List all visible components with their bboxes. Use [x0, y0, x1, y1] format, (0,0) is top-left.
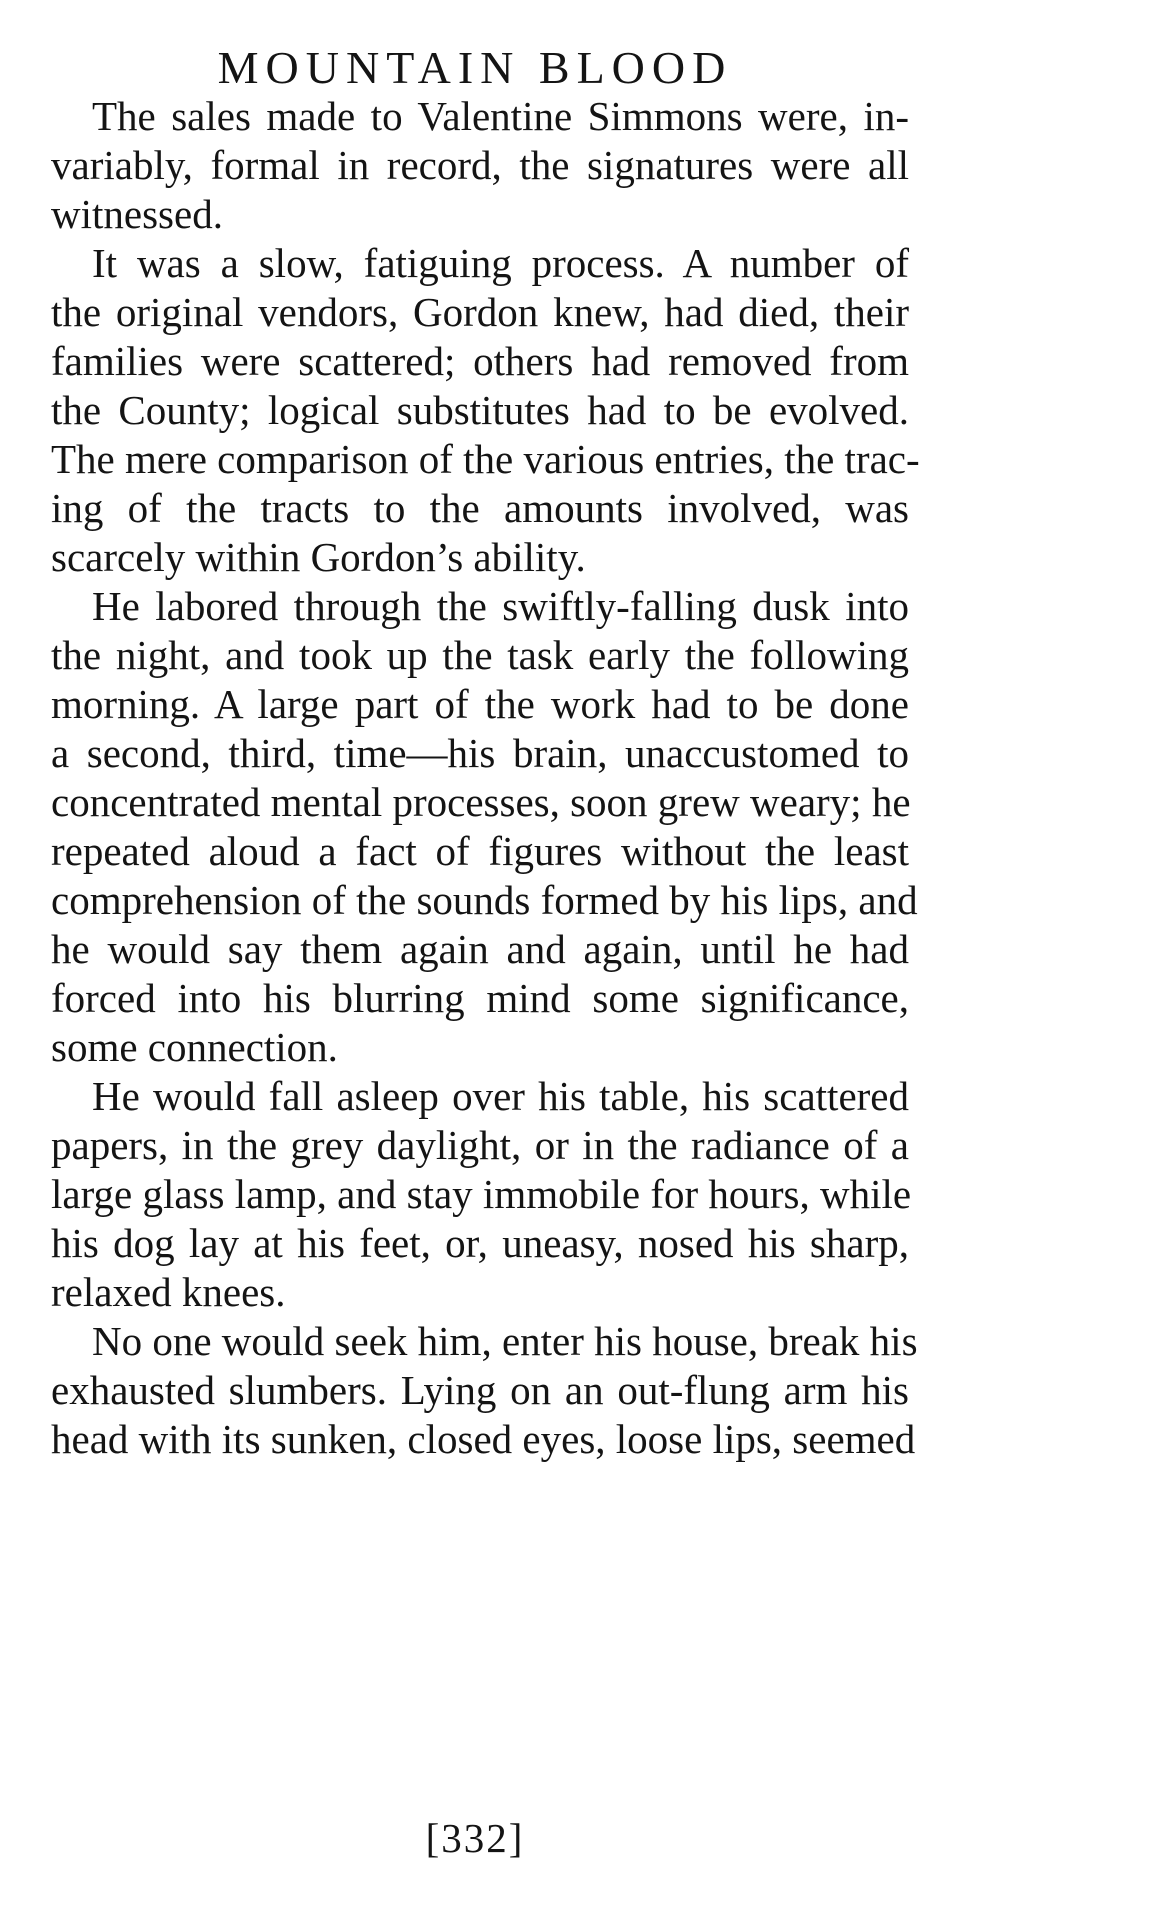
text-line: repeated aloud a fact of figures without the least — [51, 828, 909, 874]
text-line: the night, and took up the task early the following — [51, 632, 909, 678]
text-line: a second, third, time—his brain, unaccustomed to — [51, 730, 909, 776]
paragraph-1 — [51, 92, 909, 239]
text-line: he would say them again and again, until he had — [51, 926, 909, 972]
text-line: the County; logical substitutes had to be evolved. — [51, 387, 909, 433]
text-line: his dog lay at his feet, or, uneasy, nosed his sharp, — [51, 1220, 909, 1266]
paragraph-2 — [51, 239, 920, 582]
text-line: morning. A large part of the work had to be done — [51, 681, 909, 727]
text-line: ing of the tracts to the amounts involved, was — [51, 485, 909, 531]
text-line: some connection. — [51, 1024, 338, 1070]
text-line: forced into his blurring mind some significance, — [51, 975, 909, 1021]
paragraph-3 — [51, 582, 918, 1072]
text-line: families were scattered; others had removed from — [51, 338, 909, 384]
paragraph-4 — [51, 1072, 912, 1317]
text-line: exhausted slumbers. Lying on an out-flung arm his — [51, 1367, 909, 1413]
text-line: comprehension of the sounds formed by his lips, and — [51, 877, 918, 923]
text-line: The mere comparison of the various entries, the trac- — [51, 436, 920, 482]
page-number: [332] — [425, 1815, 525, 1861]
text-line: large glass lamp, and stay immobile for hours, while — [51, 1171, 912, 1217]
running-head: MOUNTAIN BLOOD — [217, 42, 733, 93]
text-line: It was a slow, fatiguing process. A number of — [92, 240, 909, 286]
text-line: papers, in the grey daylight, or in the radiance of a — [51, 1122, 909, 1168]
body-text — [51, 92, 920, 1464]
text-line: witnessed. — [51, 191, 223, 237]
text-line: He labored through the swiftly-falling dusk into — [92, 583, 909, 629]
text-line: The sales made to Valentine Simmons were, in- — [92, 93, 909, 139]
text-line: head with its sunken, closed eyes, loose lips, seemed — [51, 1416, 916, 1462]
text-line: scarcely within Gordon’s ability. — [51, 534, 586, 580]
text-line: concentrated mental processes, soon grew weary; he — [51, 779, 911, 825]
text-line: He would fall asleep over his table, his scattered — [92, 1073, 909, 1119]
text-line: No one would seek him, enter his house, break his — [92, 1318, 918, 1364]
text-line: variably, formal in record, the signatures were all — [51, 142, 909, 188]
paragraph-5 — [51, 1317, 918, 1464]
text-line: relaxed knees. — [51, 1269, 286, 1315]
text-line: the original vendors, Gordon knew, had died, their — [51, 289, 909, 335]
